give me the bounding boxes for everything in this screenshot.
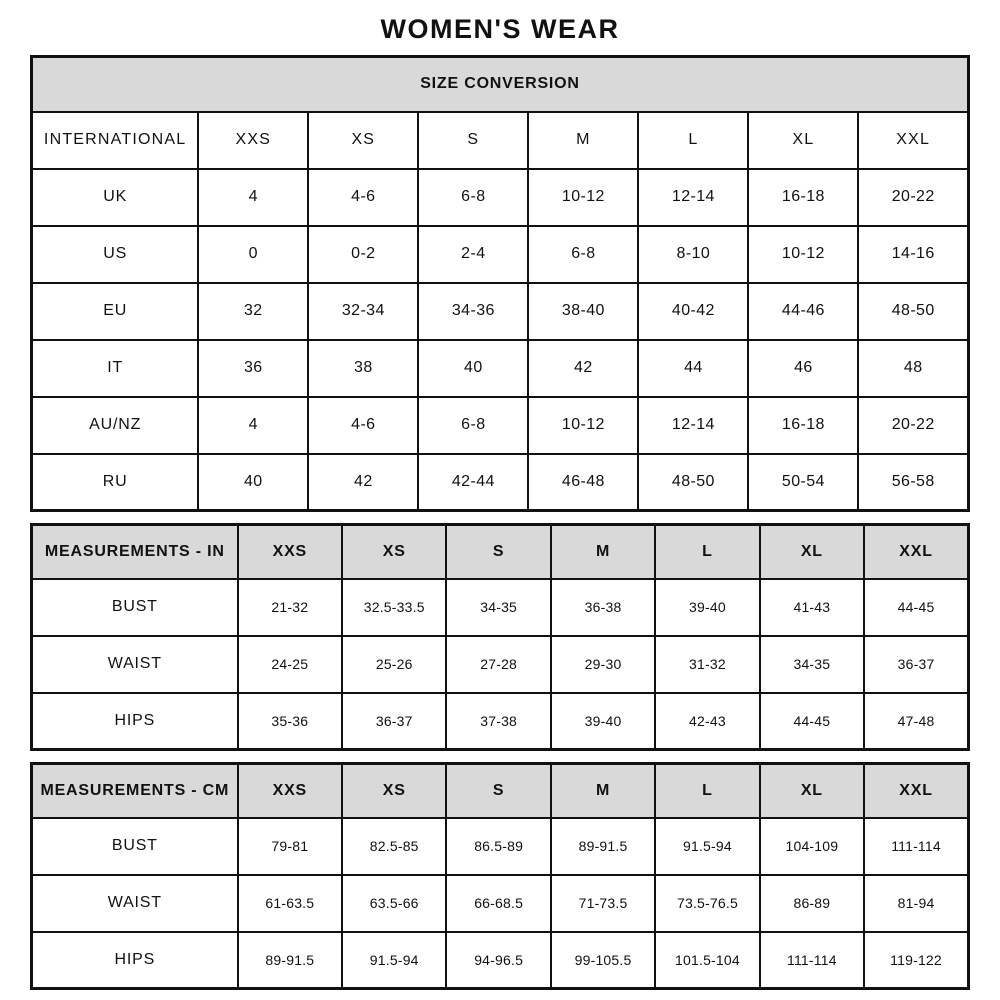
measurement-value-cell: 47-48 bbox=[864, 693, 968, 750]
column-header: M bbox=[528, 112, 638, 169]
size-column-header: XXS bbox=[238, 764, 342, 818]
size-column-header: XL bbox=[760, 525, 864, 579]
measurement-value-cell: 25-26 bbox=[342, 636, 446, 693]
measurement-value-cell: 42-43 bbox=[655, 693, 759, 750]
measurement-value-cell: 32.5-33.5 bbox=[342, 579, 446, 636]
size-value-cell: 44-46 bbox=[748, 283, 858, 340]
table-row bbox=[32, 875, 969, 932]
size-value-cell: 40 bbox=[198, 454, 308, 511]
size-column-header: S bbox=[446, 764, 550, 818]
size-conversion-table bbox=[30, 55, 970, 512]
size-column-header: L bbox=[655, 764, 759, 818]
measurement-value-cell: 111-114 bbox=[760, 932, 864, 989]
size-value-cell: 4-6 bbox=[308, 169, 418, 226]
measurement-value-cell: 44-45 bbox=[760, 693, 864, 750]
size-value-cell: 50-54 bbox=[748, 454, 858, 511]
size-value-cell: 38 bbox=[308, 340, 418, 397]
row-label: WAIST bbox=[32, 875, 238, 932]
row-label: RU bbox=[32, 454, 199, 511]
table-row bbox=[32, 454, 969, 511]
measurement-value-cell: 35-36 bbox=[238, 693, 342, 750]
size-value-cell: 4-6 bbox=[308, 397, 418, 454]
size-value-cell: 46 bbox=[748, 340, 858, 397]
row-label: UK bbox=[32, 169, 199, 226]
size-value-cell: 6-8 bbox=[418, 169, 528, 226]
size-value-cell: 38-40 bbox=[528, 283, 638, 340]
table-row bbox=[32, 636, 969, 693]
size-value-cell: 48 bbox=[858, 340, 968, 397]
measurement-value-cell: 24-25 bbox=[238, 636, 342, 693]
measurement-value-cell: 99-105.5 bbox=[551, 932, 655, 989]
column-header: INTERNATIONAL bbox=[32, 112, 199, 169]
size-value-cell: 34-36 bbox=[418, 283, 528, 340]
size-value-cell: 32-34 bbox=[308, 283, 418, 340]
size-value-cell: 56-58 bbox=[858, 454, 968, 511]
column-header-row bbox=[32, 112, 969, 169]
measurement-value-cell: 111-114 bbox=[864, 818, 968, 875]
row-label: HIPS bbox=[32, 693, 238, 750]
size-value-cell: 0-2 bbox=[308, 226, 418, 283]
column-header: S bbox=[418, 112, 528, 169]
measurement-value-cell: 119-122 bbox=[864, 932, 968, 989]
table-row bbox=[32, 169, 969, 226]
size-value-cell: 10-12 bbox=[528, 397, 638, 454]
size-column-header: M bbox=[551, 764, 655, 818]
row-label: HIPS bbox=[32, 932, 238, 989]
measurement-value-cell: 86.5-89 bbox=[446, 818, 550, 875]
size-value-cell: 20-22 bbox=[858, 169, 968, 226]
table-row bbox=[32, 340, 969, 397]
size-value-cell: 6-8 bbox=[528, 226, 638, 283]
size-value-cell: 8-10 bbox=[638, 226, 748, 283]
measurement-value-cell: 27-28 bbox=[446, 636, 550, 693]
measurement-value-cell: 41-43 bbox=[760, 579, 864, 636]
header-row bbox=[32, 764, 969, 818]
table-row bbox=[32, 579, 969, 636]
size-value-cell: 40 bbox=[418, 340, 528, 397]
measurement-value-cell: 39-40 bbox=[655, 579, 759, 636]
size-value-cell: 10-12 bbox=[528, 169, 638, 226]
measurement-value-cell: 89-91.5 bbox=[551, 818, 655, 875]
measurement-value-cell: 29-30 bbox=[551, 636, 655, 693]
measurement-value-cell: 94-96.5 bbox=[446, 932, 550, 989]
size-value-cell: 42 bbox=[528, 340, 638, 397]
measurement-value-cell: 104-109 bbox=[760, 818, 864, 875]
measurement-value-cell: 71-73.5 bbox=[551, 875, 655, 932]
size-value-cell: 12-14 bbox=[638, 169, 748, 226]
column-header: XXS bbox=[198, 112, 308, 169]
size-value-cell: 6-8 bbox=[418, 397, 528, 454]
size-value-cell: 16-18 bbox=[748, 169, 858, 226]
measurement-value-cell: 86-89 bbox=[760, 875, 864, 932]
column-header: XS bbox=[308, 112, 418, 169]
size-column-header: XS bbox=[342, 525, 446, 579]
measurement-value-cell: 89-91.5 bbox=[238, 932, 342, 989]
header-row bbox=[32, 525, 969, 579]
table-row bbox=[32, 932, 969, 989]
measurement-value-cell: 91.5-94 bbox=[342, 932, 446, 989]
size-value-cell: 36 bbox=[198, 340, 308, 397]
size-value-cell: 48-50 bbox=[858, 283, 968, 340]
row-label: BUST bbox=[32, 579, 238, 636]
size-value-cell: 10-12 bbox=[748, 226, 858, 283]
measurement-value-cell: 101.5-104 bbox=[655, 932, 759, 989]
measurements-cm-table bbox=[30, 762, 970, 990]
size-value-cell: 42-44 bbox=[418, 454, 528, 511]
measurement-value-cell: 37-38 bbox=[446, 693, 550, 750]
table-banner-row bbox=[32, 57, 969, 112]
column-header: L bbox=[638, 112, 748, 169]
row-label: BUST bbox=[32, 818, 238, 875]
measurement-value-cell: 36-38 bbox=[551, 579, 655, 636]
measurement-value-cell: 21-32 bbox=[238, 579, 342, 636]
row-label: US bbox=[32, 226, 199, 283]
size-value-cell: 0 bbox=[198, 226, 308, 283]
size-value-cell: 12-14 bbox=[638, 397, 748, 454]
table-header: MEASUREMENTS - CM bbox=[32, 764, 238, 818]
size-value-cell: 20-22 bbox=[858, 397, 968, 454]
size-column-header: XXL bbox=[864, 764, 968, 818]
measurement-value-cell: 36-37 bbox=[342, 693, 446, 750]
measurement-value-cell: 61-63.5 bbox=[238, 875, 342, 932]
table-row bbox=[32, 397, 969, 454]
row-label: EU bbox=[32, 283, 199, 340]
size-column-header: M bbox=[551, 525, 655, 579]
row-label: IT bbox=[32, 340, 199, 397]
measurement-value-cell: 31-32 bbox=[655, 636, 759, 693]
size-column-header: XS bbox=[342, 764, 446, 818]
measurement-value-cell: 81-94 bbox=[864, 875, 968, 932]
size-value-cell: 44 bbox=[638, 340, 748, 397]
table-row bbox=[32, 693, 969, 750]
column-header: XXL bbox=[858, 112, 968, 169]
measurement-value-cell: 34-35 bbox=[760, 636, 864, 693]
measurement-value-cell: 39-40 bbox=[551, 693, 655, 750]
size-value-cell: 14-16 bbox=[858, 226, 968, 283]
measurement-value-cell: 63.5-66 bbox=[342, 875, 446, 932]
size-value-cell: 46-48 bbox=[528, 454, 638, 511]
measurement-value-cell: 82.5-85 bbox=[342, 818, 446, 875]
table-banner: SIZE CONVERSION bbox=[32, 57, 969, 112]
table-row bbox=[32, 818, 969, 875]
table-row bbox=[32, 283, 969, 340]
size-column-header: XXS bbox=[238, 525, 342, 579]
measurement-value-cell: 66-68.5 bbox=[446, 875, 550, 932]
measurement-value-cell: 36-37 bbox=[864, 636, 968, 693]
measurements-in-table bbox=[30, 523, 970, 751]
size-value-cell: 4 bbox=[198, 397, 308, 454]
size-column-header: S bbox=[446, 525, 550, 579]
row-label: AU/NZ bbox=[32, 397, 199, 454]
size-value-cell: 4 bbox=[198, 169, 308, 226]
size-value-cell: 16-18 bbox=[748, 397, 858, 454]
measurement-value-cell: 34-35 bbox=[446, 579, 550, 636]
size-value-cell: 32 bbox=[198, 283, 308, 340]
size-value-cell: 48-50 bbox=[638, 454, 748, 511]
measurement-value-cell: 91.5-94 bbox=[655, 818, 759, 875]
column-header: XL bbox=[748, 112, 858, 169]
size-value-cell: 2-4 bbox=[418, 226, 528, 283]
table-row bbox=[32, 226, 969, 283]
table-header: MEASUREMENTS - IN bbox=[32, 525, 238, 579]
row-label: WAIST bbox=[32, 636, 238, 693]
measurement-value-cell: 73.5-76.5 bbox=[655, 875, 759, 932]
size-column-header: XXL bbox=[864, 525, 968, 579]
measurement-value-cell: 44-45 bbox=[864, 579, 968, 636]
measurement-value-cell: 79-81 bbox=[238, 818, 342, 875]
size-value-cell: 42 bbox=[308, 454, 418, 511]
page-title: WOMEN'S WEAR bbox=[380, 14, 620, 44]
size-value-cell: 40-42 bbox=[638, 283, 748, 340]
size-column-header: L bbox=[655, 525, 759, 579]
size-column-header: XL bbox=[760, 764, 864, 818]
